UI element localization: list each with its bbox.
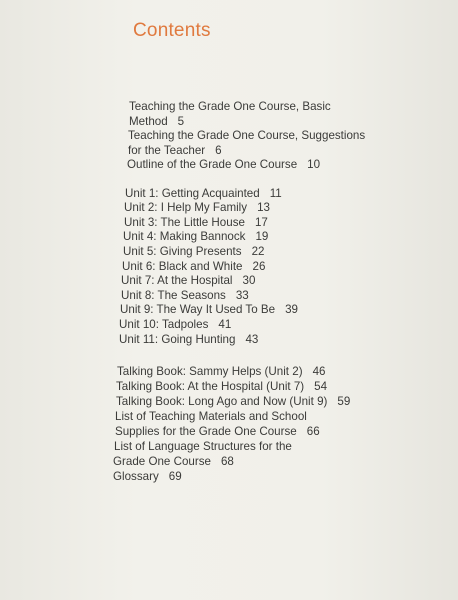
toc-entry-text: Talking Book: Long Ago and Now (Unit 9): [116, 395, 328, 408]
toc-entry: [121, 289, 249, 303]
toc-entry: [129, 115, 184, 129]
toc-entry-page: 6: [215, 144, 222, 157]
toc-entry-text: for the Teacher: [128, 144, 206, 157]
toc-entry-text: Outline of the Grade One Course: [127, 158, 298, 171]
toc-entry-page: 39: [285, 303, 298, 316]
toc-entry-text: Unit 11: Going Hunting: [119, 333, 236, 346]
toc-entry-page: 59: [337, 395, 351, 408]
toc-entry-text: Glossary: [113, 470, 159, 483]
toc-entry-page: 33: [235, 289, 249, 302]
toc-entry-page: 19: [255, 230, 269, 243]
toc-entry: [123, 230, 268, 244]
toc-entry: [121, 274, 255, 288]
toc-entry: [127, 158, 320, 172]
toc-entry: [115, 425, 320, 439]
toc-entry-text: Unit 10: Tadpoles: [119, 318, 209, 331]
toc-entry: [113, 455, 234, 469]
toc-entry-page: 11: [269, 187, 282, 200]
toc-entry-page: 13: [257, 201, 270, 214]
toc-entry-text: Teaching the Grade One Course, Suggestions: [128, 129, 366, 142]
toc-entry-text: Talking Book: At the Hospital (Unit 7): [116, 380, 305, 393]
toc-entry-page: 30: [242, 274, 256, 287]
toc-entry-text: Teaching the Grade One Course, Basic: [129, 100, 331, 113]
toc-entry-page: 68: [220, 455, 234, 468]
toc-entry-page: 26: [252, 260, 266, 273]
toc-entry-text: Unit 3: The Little House: [124, 216, 245, 229]
page-title: Contents: [133, 19, 211, 41]
toc-entry: [119, 333, 258, 347]
toc-entry-page: 43: [245, 333, 259, 346]
toc-entry-text: Unit 8: The Seasons: [121, 289, 226, 302]
toc-entry-page: 46: [312, 365, 326, 378]
toc-entry: [117, 365, 325, 379]
toc-entry: [120, 303, 298, 317]
toc-entry: [124, 216, 268, 230]
toc-entry-text: List of Teaching Materials and School: [115, 410, 307, 423]
toc-entry: [113, 470, 182, 484]
toc-entry: [114, 440, 292, 454]
toc-entry: [116, 395, 350, 409]
toc-entry: [119, 318, 231, 332]
toc-entry-text: Method: [129, 115, 168, 128]
toc-entry: [125, 187, 282, 201]
toc-entry: [116, 380, 327, 394]
toc-entry-text: Unit 2: I Help My Family: [124, 201, 248, 214]
toc-entry-page: 41: [218, 318, 232, 331]
toc-entry-text: Grade One Course: [113, 455, 211, 468]
toc-entry-text: Unit 5: Giving Presents: [123, 245, 242, 258]
toc-entry-text: Unit 1: Getting Acquainted: [125, 187, 260, 200]
toc-entry-text: Unit 7: At the Hospital: [121, 274, 233, 287]
toc-entry-page: 5: [177, 115, 185, 128]
toc-entry-page: 17: [254, 216, 268, 229]
toc-entry-page: 22: [251, 245, 265, 258]
toc-entry-text: List of Language Structures for the: [114, 440, 292, 453]
toc-entry-text: Talking Book: Sammy Helps (Unit 2): [117, 365, 303, 378]
toc-entry-page: 66: [306, 425, 320, 438]
toc-entry: [123, 245, 264, 259]
toc-entry: [129, 100, 331, 114]
toc-entry-page: 69: [168, 470, 182, 483]
toc-entry-page: 10: [307, 158, 321, 171]
toc-entry: [115, 410, 307, 424]
toc-entry: [128, 144, 222, 158]
toc-entry: [124, 201, 270, 215]
toc-entry: [122, 260, 265, 274]
toc-entry-text: Supplies for the Grade One Course: [115, 425, 297, 438]
toc-entry-text: Unit 6: Black and White: [122, 260, 243, 273]
toc-entry-text: Unit 9: The Way It Used To Be: [120, 303, 276, 316]
toc-entry-text: Unit 4: Making Bannock: [123, 230, 246, 243]
toc-entry: [128, 129, 365, 143]
toc-entry-page: 54: [314, 380, 328, 393]
